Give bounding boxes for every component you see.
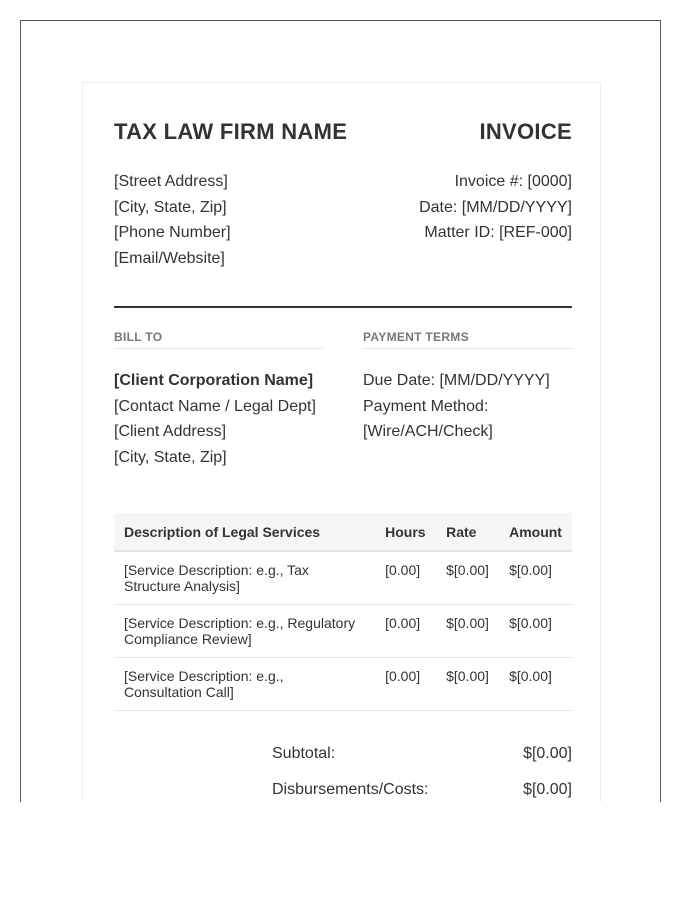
table-row [114,551,572,605]
invoice-date: Date: [MM/DD/YYYY] [419,198,572,216]
table-row [114,605,572,658]
service-rate: $[0.00] [436,605,499,658]
subtotal-label: Subtotal: [272,745,336,762]
invoice-page [82,82,601,802]
payment-terms-section [363,330,572,445]
bill-to-label: BILL TO [114,330,323,349]
client-contact: [Contact Name / Legal Dept] [114,397,316,415]
table-header-row [114,513,572,551]
table-row [114,658,572,711]
column-header-description: Description of Legal Services [114,513,375,551]
firm-address [114,169,231,271]
matter-id: Matter ID: [REF-000] [424,224,572,241]
client-name: [Client Corporation Name] [114,372,314,389]
payment-terms-label: PAYMENT TERMS [363,330,572,349]
service-description: [Service Description: e.g., Tax Structure Analysis] [114,551,375,605]
disbursements-label: Disbursements/Costs: [272,781,429,798]
bill-to-details [114,368,323,470]
invoice-meta [419,169,572,246]
services-table [114,513,572,711]
invoice-number: Invoice #: [0000] [454,173,572,190]
disbursements-row [272,781,572,802]
firm-name: TAX LAW FIRM NAME [114,119,348,144]
disbursements-value: $[0.00] [523,781,572,798]
service-amount: $[0.00] [499,658,572,711]
service-rate: $[0.00] [436,658,499,711]
service-rate: $[0.00] [436,551,499,605]
service-description: [Service Description: e.g., Regulatory Compliance Review] [114,605,375,658]
subtotal-value: $[0.00] [523,745,572,762]
firm-email: [Email/Website] [114,249,225,267]
firm-phone: [Phone Number] [114,224,231,241]
firm-street: [Street Address] [114,173,228,190]
payment-method-value: [Wire/ACH/Check] [363,423,493,440]
column-header-hours: Hours [375,513,436,551]
header-divider [114,306,572,308]
column-header-amount: Amount [499,513,572,551]
totals-section [272,745,572,802]
document-title: INVOICE [479,119,572,144]
service-description: [Service Description: e.g., Consultation Call] [114,658,375,711]
payment-terms-details [363,368,572,445]
invoice-header [114,119,572,149]
due-date: Due Date: [MM/DD/YYYY] [363,372,550,389]
service-hours: [0.00] [375,551,436,605]
service-hours: [0.00] [375,605,436,658]
bill-to-section [114,330,323,470]
subtotal-row [272,745,572,781]
client-address: [Client Address] [114,423,227,440]
document-viewport [20,20,661,802]
service-amount: $[0.00] [499,605,572,658]
service-amount: $[0.00] [499,551,572,605]
payment-method-label: Payment Method: [363,397,489,415]
client-city: [City, State, Zip] [114,448,227,466]
column-header-rate: Rate [436,513,499,551]
firm-city: [City, State, Zip] [114,198,227,216]
service-hours: [0.00] [375,658,436,711]
